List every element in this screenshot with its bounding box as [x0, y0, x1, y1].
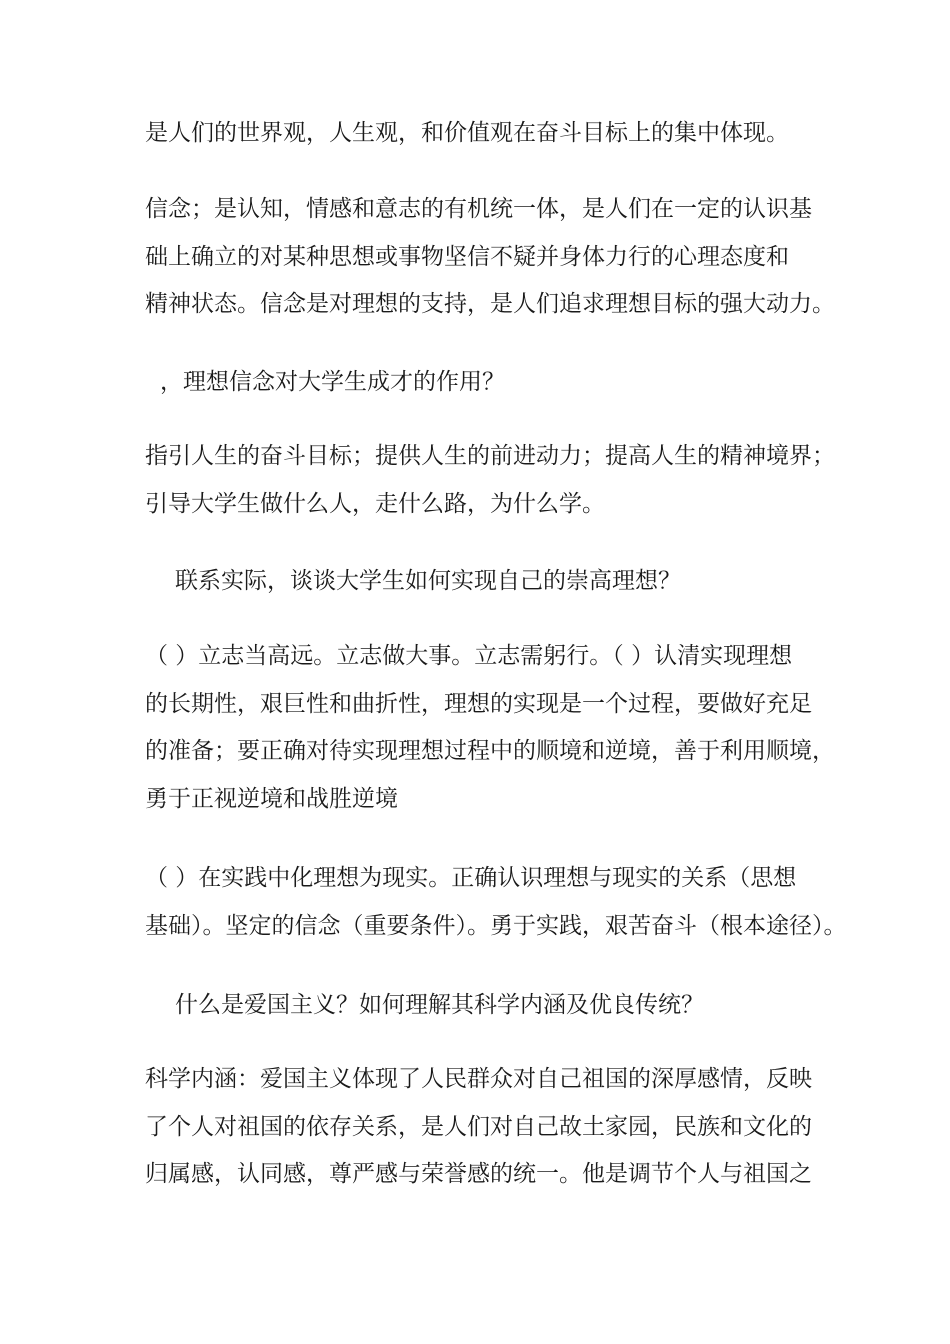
text-line: 引导大学生做什么人，走什么路，为什么学。	[145, 490, 605, 517]
text-line: 归属感，认同感，尊严感与荣誉感的统一。他是调节个人与祖国之	[145, 1161, 812, 1187]
paragraph-realize-answer-1	[145, 633, 845, 823]
text-line: 了个人对祖国的依存关系，是人们对自己故土家园，民族和文化的	[145, 1113, 812, 1140]
text-line: ，理想信念对大学生成才的作用？	[160, 369, 505, 395]
question-heading-patriotism	[175, 982, 875, 1030]
text-line: （ ）立志当高远。立志做大事。立志需躬行。（ ）认清实现理想	[145, 643, 793, 669]
paragraph-belief-definition	[145, 186, 845, 329]
paragraph-ideal-definition	[145, 110, 845, 158]
text-line: 信念；是认知，情感和意志的有机统一体，是人们在一定的认识基	[145, 196, 812, 222]
text-line: （ ）在实践中化理想为现实。正确认识理想与现实的关系（思想	[145, 865, 797, 891]
text-line: 什么是爱国主义？如何理解其科学内涵及优良传统？	[175, 992, 704, 1018]
paragraph-role-answer	[145, 433, 845, 528]
question-heading-role	[160, 359, 860, 407]
text-line: 的准备；要正确对待实现理想过程中的顺境和逆境，善于利用顺境，	[145, 738, 835, 764]
question-heading-realize	[175, 558, 875, 606]
text-line: 科学内涵：爱国主义体现了人民群众对自己祖国的深厚感情，反映	[145, 1066, 812, 1092]
text-line: 指引人生的奋斗目标；提供人生的前进动力；提高人生的精神境界；	[145, 443, 835, 469]
text-line: 基础）。坚定的信念（重要条件）。勇于实践，艰苦奋斗（根本途径）。	[145, 912, 847, 939]
paragraph-realize-answer-2	[145, 855, 845, 950]
text-line: 联系实际，谈谈大学生如何实现自己的崇高理想？	[175, 568, 681, 594]
text-line: 精神状态。信念是对理想的支持，是人们追求理想目标的强大动力。	[145, 291, 835, 317]
text-line: 的长期性，艰巨性和曲折性，理想的实现是一个过程，要做好充足	[145, 690, 812, 717]
text-line: 是人们的世界观，人生观，和价值观在奋斗目标上的集中体现。	[145, 120, 789, 146]
text-line: 础上确立的对某种思想或事物坚信不疑并身体力行的心理态度和	[145, 243, 789, 270]
paragraph-patriotism-answer	[145, 1056, 845, 1199]
text-line: 勇于正视逆境和战胜逆境	[145, 785, 398, 812]
